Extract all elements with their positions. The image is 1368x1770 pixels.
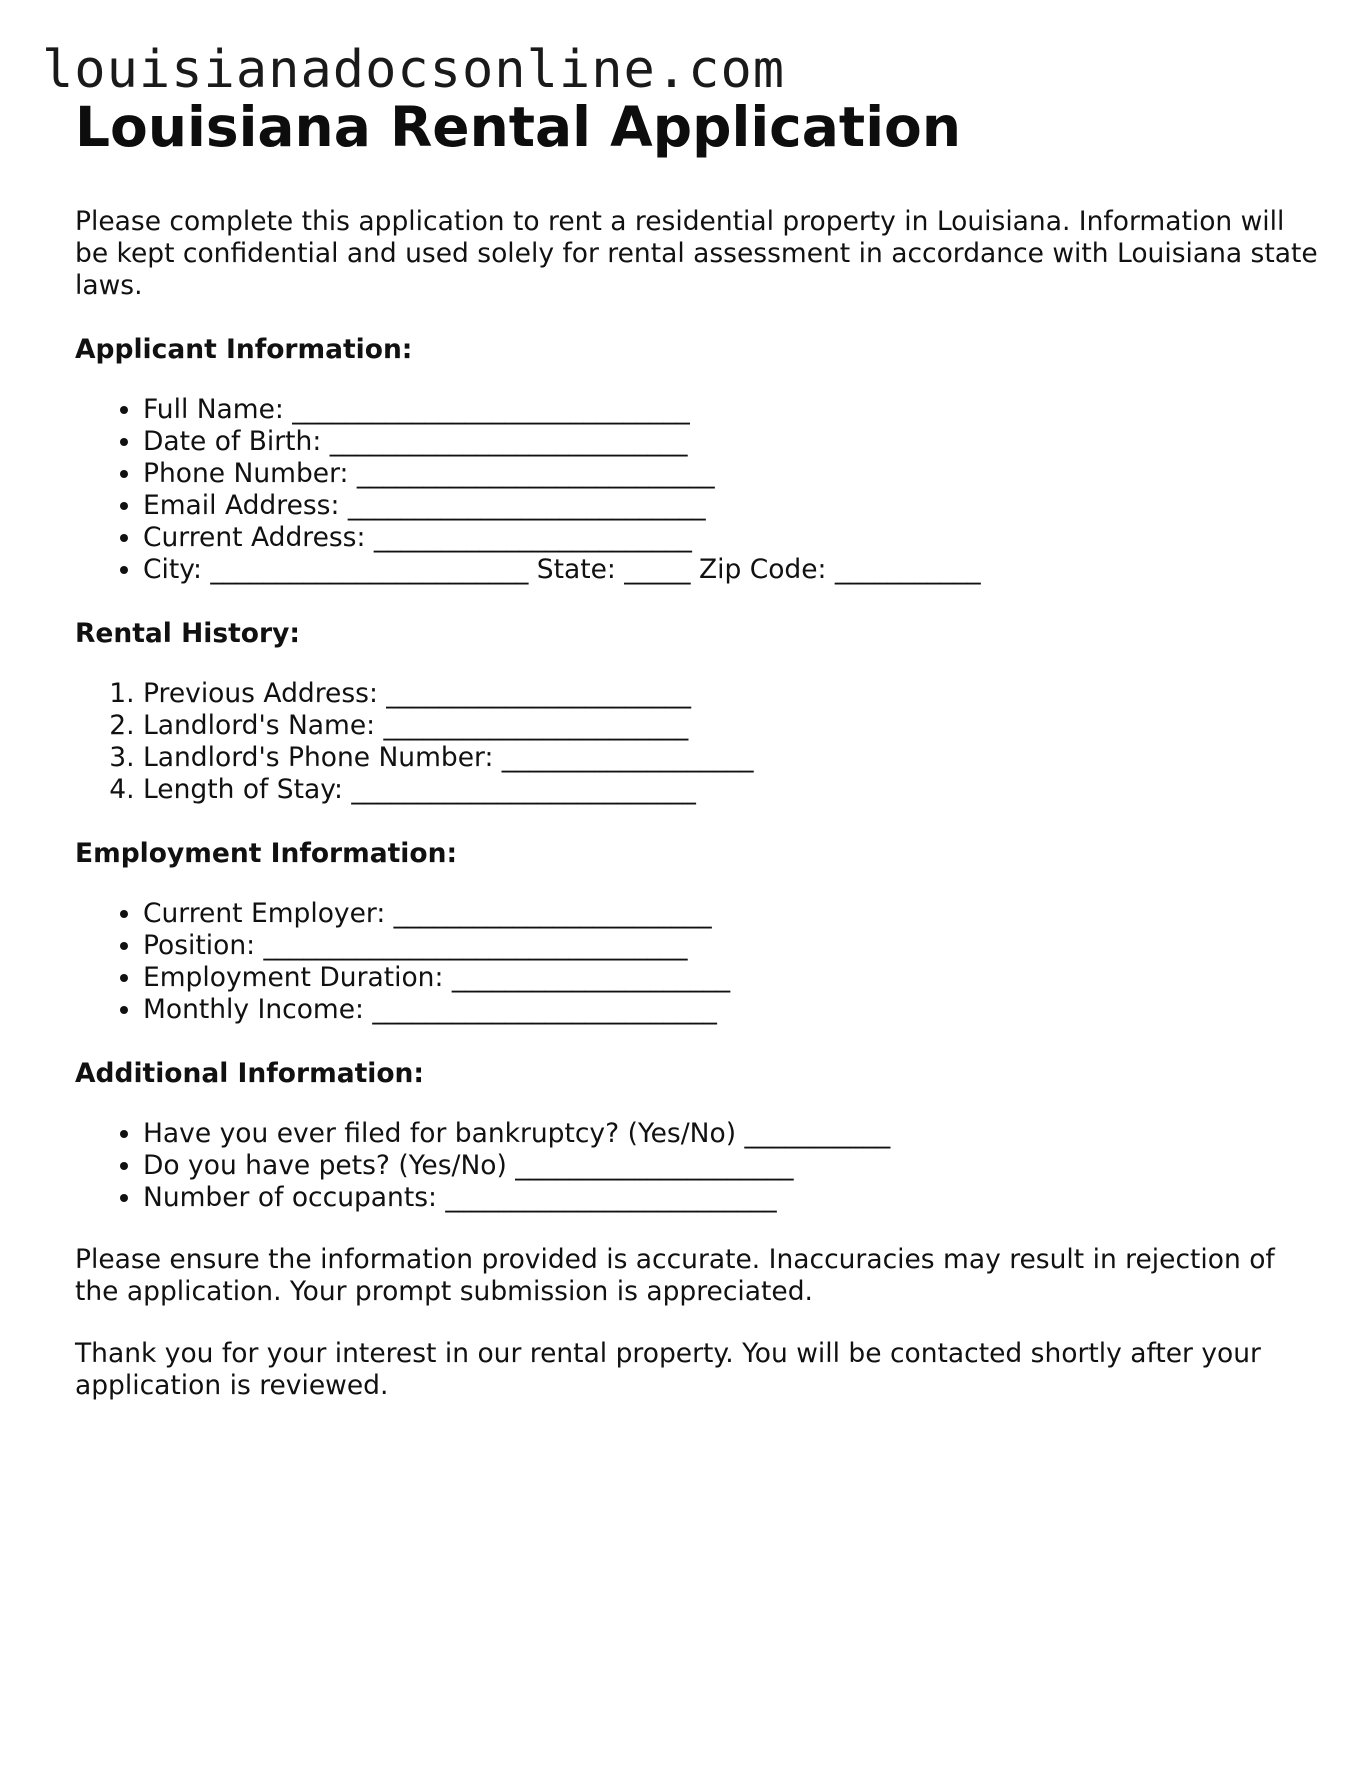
employment-duration-field: • Employment Duration: _____________________	[143, 962, 1315, 994]
rental-history-section-heading: Rental History:	[75, 618, 300, 649]
occupants-field: • Number of occupants: _________________________	[143, 1182, 1315, 1214]
additional-section-heading: Additional Information:	[75, 1058, 424, 1089]
site-watermark: louisianadocsonline.com	[42, 40, 786, 100]
full-name-field: • Full Name: ______________________________	[143, 394, 1315, 426]
page-title: Louisiana Rental Application	[75, 95, 961, 159]
intro-paragraph: Please complete this application to rent a residential property in Louisiana. Information will be kept confidential and used solely for rental assessment in accordance with Louisiana state laws.	[75, 206, 1318, 301]
date-of-birth-field: • Date of Birth: ___________________________	[143, 426, 1315, 458]
employment-field-list	[75, 898, 1315, 1026]
thank-you-note: Thank you for your interest in our rental property. You will be contacted shortly after your application is reviewed.	[75, 1338, 1261, 1401]
applicant-section-heading: Applicant Information:	[75, 334, 413, 365]
phone-number-field: • Phone Number: ___________________________	[143, 458, 1315, 490]
position-field: • Position: ________________________________	[143, 930, 1315, 962]
city-state-zip-field: • City: ________________________ State: _____ Zip Code: ___________	[143, 554, 1315, 586]
email-address-field: • Email Address: ___________________________	[143, 490, 1315, 522]
landlord-name-field: 2. Landlord's Name: _______________________	[143, 710, 1315, 742]
applicant-field-list	[75, 394, 1315, 586]
previous-address-field: 1. Previous Address: _______________________	[143, 678, 1315, 710]
monthly-income-field: • Monthly Income: __________________________	[143, 994, 1315, 1026]
current-employer-field: • Current Employer: ________________________	[143, 898, 1315, 930]
document-page	[75, 92, 1318, 1402]
employment-section-heading: Employment Information:	[75, 838, 458, 869]
pets-field: • Do you have pets? (Yes/No) _____________________	[143, 1150, 1315, 1182]
accuracy-notice: Please ensure the information provided is accurate. Inaccuracies may result in rejection of the application. Your prompt submission is appreciated.	[75, 1244, 1275, 1307]
rental-history-field-list	[75, 678, 1315, 806]
length-of-stay-field: 4. Length of Stay: __________________________	[143, 774, 1315, 806]
additional-field-list	[75, 1118, 1315, 1214]
landlord-phone-field: 3. Landlord's Phone Number: ___________________	[143, 742, 1315, 774]
bankruptcy-field: • Have you ever filed for bankruptcy? (Yes/No) ___________	[143, 1118, 1315, 1150]
current-address-field: • Current Address: ________________________	[143, 522, 1315, 554]
